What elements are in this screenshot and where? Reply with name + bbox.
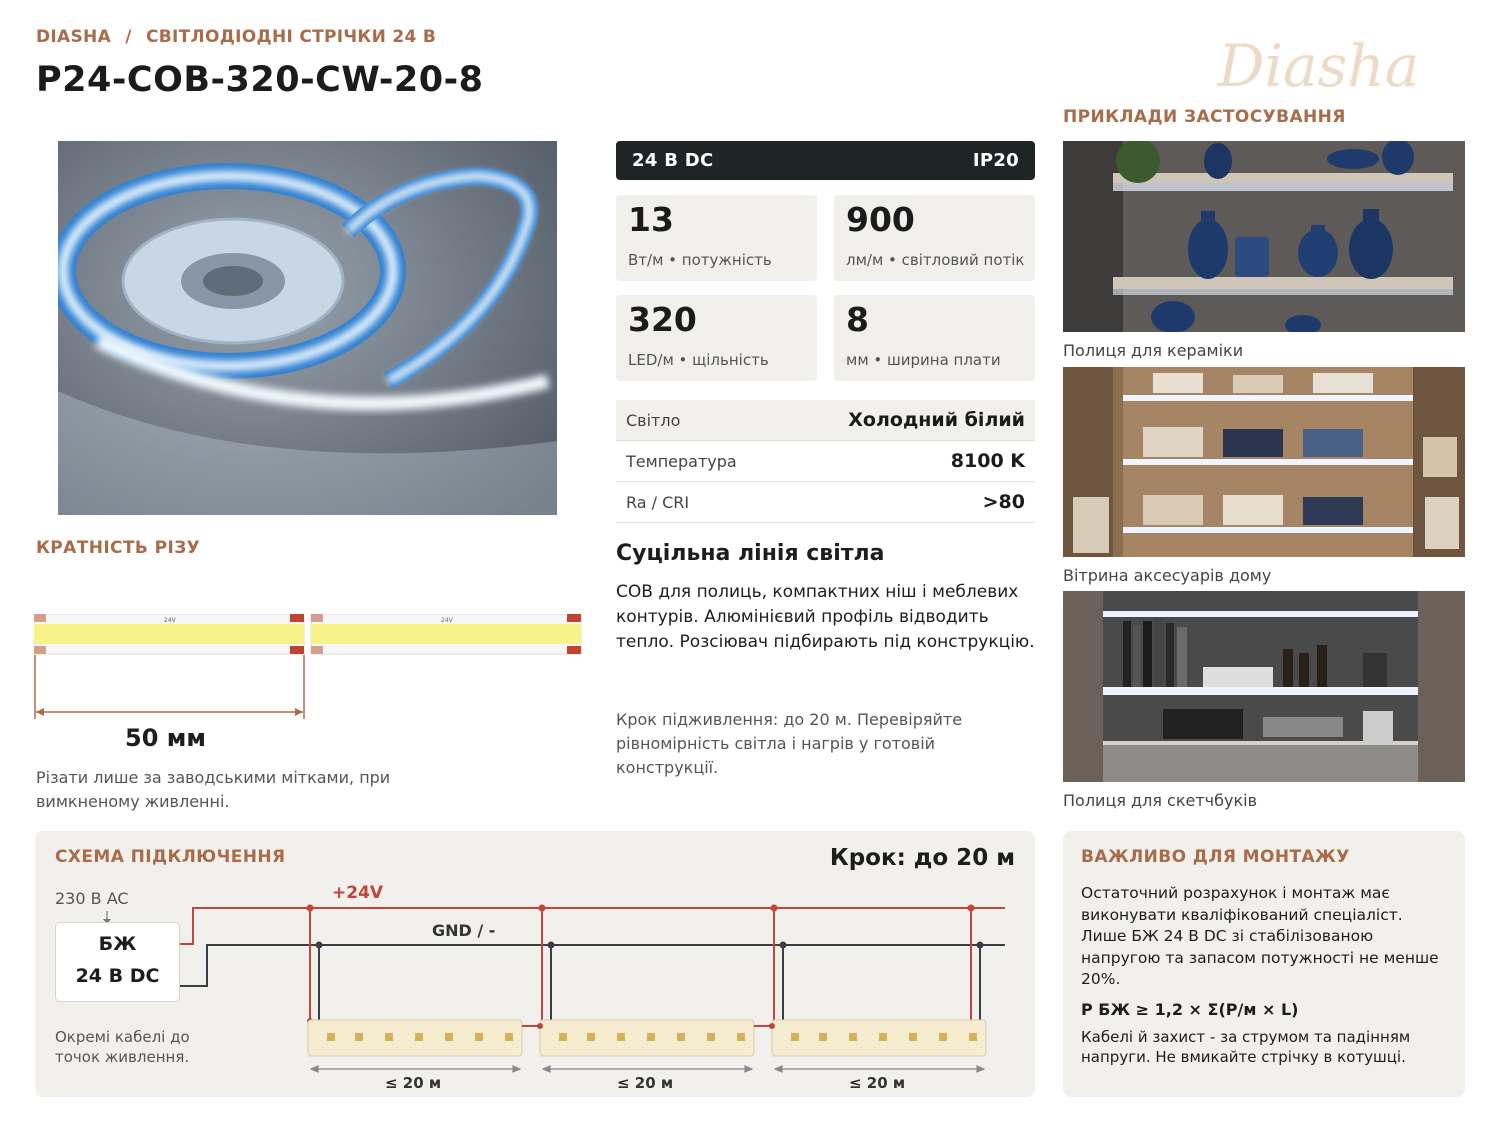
- example-photo-textiles: [1063, 367, 1465, 557]
- product-photo: [58, 141, 557, 515]
- cut-note: Різати лише за заводськими мітками, при вимкненому живленні.: [36, 768, 391, 811]
- stat-value: 900: [846, 200, 915, 239]
- stat-label: LED/м • щільність: [628, 351, 769, 369]
- ac-label: 230 В AC: [55, 889, 129, 908]
- brand-logo: [1210, 22, 1450, 102]
- stat-label: мм • ширина плати: [846, 351, 1001, 369]
- voltage-label: 24 В DC: [632, 150, 714, 171]
- breadcrumb: [36, 27, 436, 47]
- example-caption: Полиця для скетчбуків: [1063, 791, 1257, 810]
- example-caption: Вітрина аксесуарів дому: [1063, 566, 1272, 585]
- spec-value: 8100 K: [950, 450, 1025, 472]
- wiring-panel: [35, 831, 1035, 1097]
- spec-key: Температура: [626, 451, 737, 471]
- ip-label: IP20: [972, 150, 1019, 171]
- install-heading: ВАЖЛИВО ДЛЯ МОНТАЖУ: [1081, 847, 1350, 867]
- cut-dimension-line: [30, 655, 310, 725]
- brand-logo-text: Diasha: [1218, 32, 1420, 100]
- stat-value: 320: [628, 300, 697, 339]
- plus-label: +24V: [332, 883, 384, 903]
- stat-label: Вт/м • потужність: [628, 251, 772, 269]
- psu-line1: БЖ: [98, 933, 137, 955]
- install-text: Остаточний розрахунок і монтаж має виконувати кваліфікований спеціаліст. Лише БЖ 24 В DC зі стабілізованою напругою та запасом потужності не менше 20%.: [1081, 884, 1439, 988]
- wiring-heading: СХЕМА ПІДКЛЮЧЕННЯ: [55, 847, 286, 867]
- spec-value: >80: [982, 491, 1025, 513]
- stat-density: [616, 295, 817, 381]
- wiring-step: Крок: до 20 м: [829, 845, 1015, 871]
- spec-row-cri: [616, 482, 1035, 523]
- examples-heading: ПРИКЛАДИ ЗАСТОСУВАННЯ: [1063, 107, 1346, 127]
- breadcrumb-separator: /: [125, 27, 132, 47]
- spec-key: Ra / CRI: [626, 492, 690, 512]
- stat-flux: [834, 195, 1035, 281]
- strip-label-1: 24V: [164, 617, 176, 624]
- segment-label-1: ≤ 20 м: [385, 1074, 442, 1092]
- gnd-label: GND / -: [432, 921, 496, 940]
- install-note: Кабелі й захист - за струмом та падінням напруги. Не вмикайте стрічку в котушці.: [1081, 1027, 1411, 1066]
- breadcrumb-brand[interactable]: DIASHA: [36, 27, 112, 47]
- spec-bar: [616, 141, 1035, 180]
- install-panel: [1063, 831, 1465, 1097]
- desc-heading: Суцільна лінія світла: [616, 541, 885, 566]
- wiring-note: Окремі кабелі до точок живлення.: [55, 1028, 190, 1066]
- spec-value: Холодний білий: [848, 409, 1025, 431]
- example-photo-sketchbooks: [1063, 591, 1465, 782]
- cut-length: 50 мм: [125, 724, 206, 752]
- stat-width: [834, 295, 1035, 381]
- psu-line2: 24 В DC: [75, 965, 160, 987]
- example-caption: Полиця для кераміки: [1063, 341, 1244, 360]
- spec-key: Світло: [626, 410, 681, 430]
- stat-label: лм/м • світловий потік: [846, 251, 1025, 269]
- stat-value: 8: [846, 300, 869, 339]
- segment-label-2: ≤ 20 м: [617, 1074, 674, 1092]
- cut-heading: КРАТНІСТЬ РІЗУ: [36, 538, 201, 558]
- cut-strip-diagram: [34, 614, 582, 656]
- install-formula: P БЖ ≥ 1,2 × Σ(P/м × L): [1081, 999, 1299, 1019]
- spec-row-light: [616, 400, 1035, 441]
- breadcrumb-category[interactable]: СВІТЛОДІОДНІ СТРІЧКИ 24 В: [145, 27, 437, 47]
- stat-power: [616, 195, 817, 281]
- spec-row-temperature: [616, 441, 1035, 482]
- page-title: P24-COB-320-CW-20-8: [36, 60, 484, 100]
- stat-value: 13: [628, 200, 674, 239]
- strip-label-2: 24V: [441, 617, 453, 624]
- example-photo-ceramics: [1063, 141, 1465, 332]
- segment-label-3: ≤ 20 м: [849, 1074, 906, 1092]
- desc-note: Крок підживлення: до 20 м. Перевіряйте рівномірність світла і нагрів у готовій конструкції.: [616, 710, 963, 777]
- desc-text: COB для полиць, компактних ніш і меблевих контурів. Алюмінієвий профіль відводить тепло. Розсіювач підбирають під конструкцію.: [616, 582, 1035, 652]
- wiring-diagram: [35, 831, 1035, 1097]
